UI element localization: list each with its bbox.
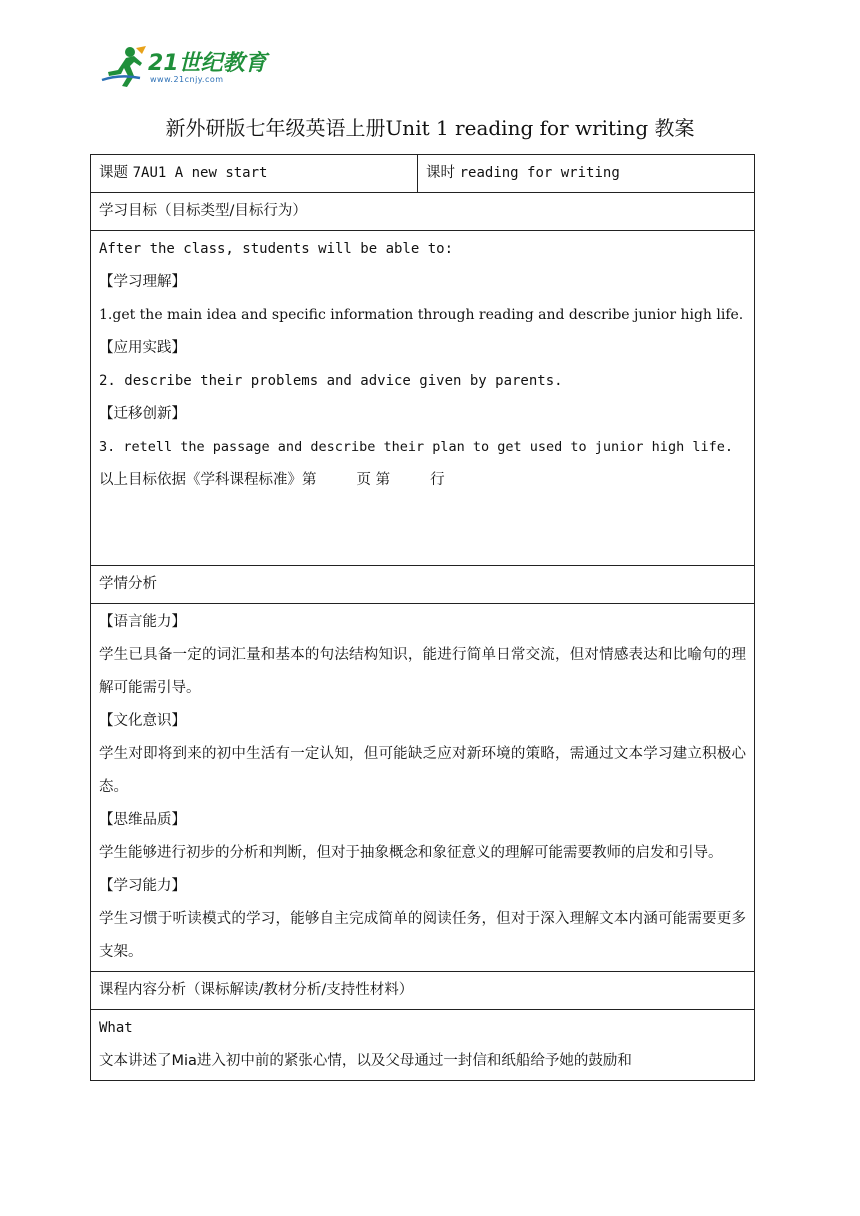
objectives-cell	[91, 231, 755, 566]
lesson-plan-table	[90, 154, 755, 1081]
logo	[100, 44, 270, 92]
runner-logo-icon	[100, 44, 148, 88]
objectives-basis	[99, 464, 746, 497]
period-label: 课时	[426, 165, 455, 181]
analysis-header: 学情分析	[91, 566, 755, 604]
period-value: reading for writing	[459, 165, 620, 181]
logo-brand-text: 21世纪教育	[148, 51, 267, 76]
content-header-row	[91, 972, 755, 1010]
analysis-section-learning: 【学习能力】	[99, 878, 186, 894]
document-title: 新外研版七年级英语上册Unit 1 reading for writing 教案	[165, 116, 695, 140]
content-paragraph-1: 文本讲述了Mia进入初中前的紧张心情，以及父母通过一封信和纸船给予她的鼓励和	[99, 1053, 632, 1069]
objective-item-2: 2. describe their problems and advice given by parents.	[99, 373, 563, 389]
content-cell	[91, 1010, 755, 1081]
objectives-basis-part-b: 页 第	[356, 472, 391, 488]
topic-row	[91, 155, 755, 193]
objectives-header: 学习目标（目标类型/目标行为）	[91, 193, 755, 231]
objectives-section-innovation: 【迁移创新】	[99, 406, 186, 422]
topic-label: 课题	[99, 165, 128, 181]
analysis-row	[91, 604, 755, 972]
content-header: 课程内容分析（课标解读/教材分析/支持性材料）	[91, 972, 755, 1010]
analysis-paragraph-2: 学生对即将到来的初中生活有一定认知，但可能缺乏应对新环境的策略，需通过文本学习建立积极心态。	[99, 746, 746, 795]
topic-value: 7AU1 A new start	[132, 165, 268, 181]
analysis-section-culture: 【文化意识】	[99, 713, 186, 729]
objectives-section-understanding: 【学习理解】	[99, 274, 186, 290]
period-cell	[418, 155, 755, 193]
objectives-basis-part-a: 以上目标依据《学科课程标准》第	[99, 472, 317, 488]
analysis-header-row	[91, 566, 755, 604]
analysis-cell	[91, 604, 755, 972]
objective-item-1: 1.get the main idea and specific information through reading and describe junior high life.	[99, 307, 744, 323]
analysis-paragraph-3: 学生能够进行初步的分析和判断，但对于抽象概念和象征意义的理解可能需要教师的启发和引导。	[99, 845, 723, 861]
content-what-label: What	[99, 1020, 133, 1036]
topic-cell	[91, 155, 418, 193]
analysis-paragraph-1: 学生已具备一定的词汇量和基本的句法结构知识，能进行简单日常交流，但对情感表达和比喻句的理解可能需引导。	[99, 647, 746, 696]
objective-item-3: 3. retell the passage and describe their plan to get used to junior high life.	[99, 439, 733, 455]
content-row	[91, 1010, 755, 1081]
objectives-row	[91, 231, 755, 566]
logo-url-text: www.21cnjy.com	[150, 75, 224, 84]
analysis-section-language: 【语言能力】	[99, 614, 186, 630]
analysis-section-thinking: 【思维品质】	[99, 812, 186, 828]
objectives-header-row	[91, 193, 755, 231]
objectives-section-practice: 【应用实践】	[99, 340, 186, 356]
objectives-intro: After the class, students will be able to:	[99, 241, 454, 257]
objectives-basis-part-c: 行	[430, 472, 445, 488]
analysis-paragraph-4: 学生习惯于听读模式的学习，能够自主完成简单的阅读任务，但对于深入理解文本内涵可能需要更多支架。	[99, 911, 746, 960]
